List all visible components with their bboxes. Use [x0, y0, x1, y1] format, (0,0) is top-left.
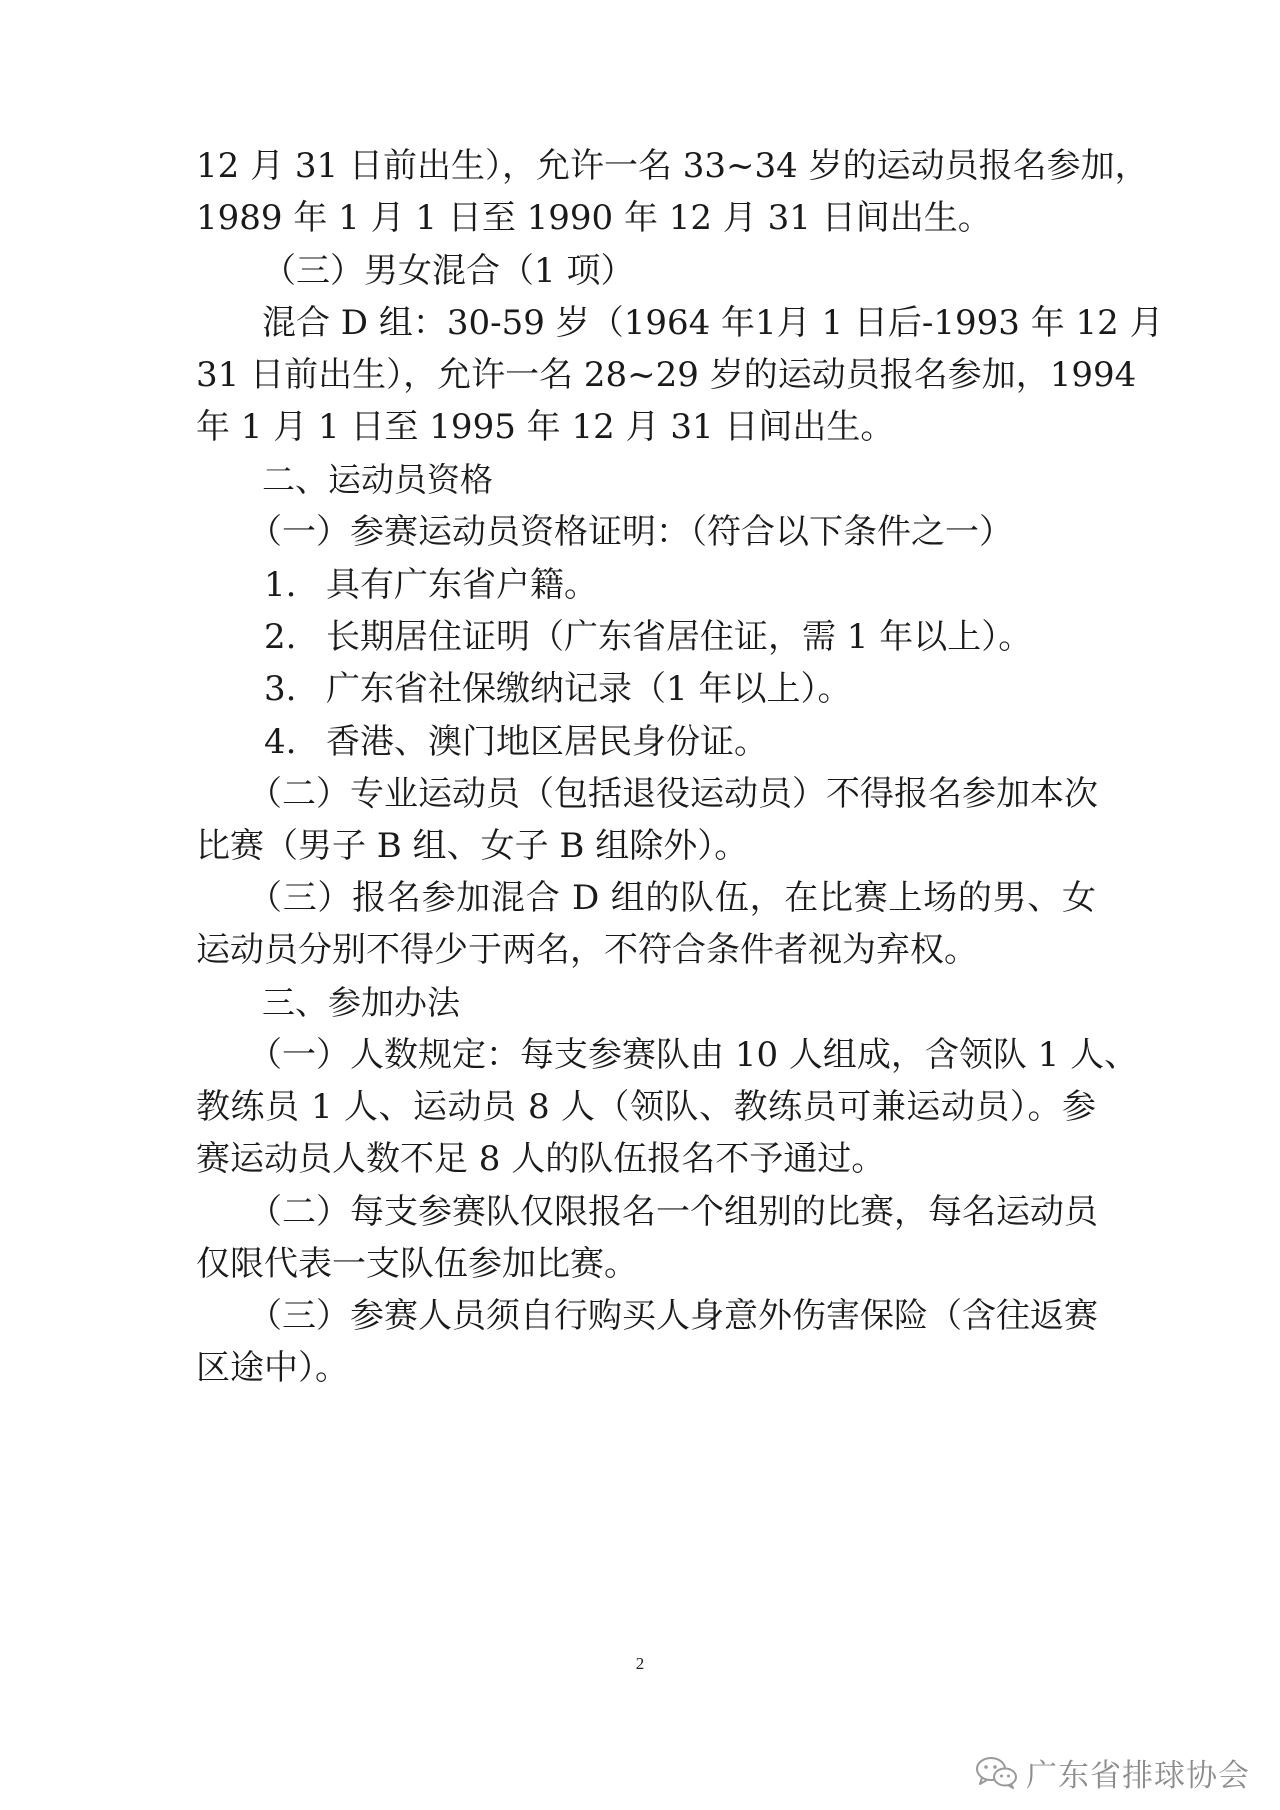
- list-item: [264, 669, 1164, 709]
- watermark: [974, 1747, 1250, 1797]
- watermark-text: 广东省排球协会: [1026, 1757, 1250, 1794]
- body-line: （二）专业运动员（包括退役运动员）不得报名参加本次: [248, 774, 1098, 814]
- body-line: （三）报名参加混合 D 组的队伍，在比赛上场的男、女: [248, 878, 1096, 918]
- list-item-number: 1.: [264, 565, 297, 605]
- body-line: 比赛（男子 B 组、女子 B 组除外）。: [196, 826, 749, 866]
- list-item-number: 2.: [264, 617, 297, 657]
- body-line: 1989 年 1 月 1 日至 1990 年 12 月 31 日间出生。: [196, 198, 992, 238]
- body-line: 12 月 31 日前出生），允许一名 33~34 岁的运动员报名参加，: [196, 146, 1149, 186]
- body-line: （三）参赛人员须自行购买人身意外伤害保险（含往返赛: [248, 1296, 1098, 1336]
- body-line: 赛运动员人数不足 8 人的队伍报名不予通过。: [196, 1139, 886, 1179]
- body-line: （一）人数规定：每支参赛队由 10 人组成，含领队 1 人、: [248, 1035, 1139, 1075]
- list-item: [264, 565, 1164, 605]
- list-item-text: 广东省社保缴纳记录（1 年以上）。: [326, 669, 852, 709]
- section-subheading: （三）男女混合（1 项）: [262, 251, 635, 291]
- body-line: （二）每支参赛队仅限报名一个组别的比赛，每名运动员: [248, 1192, 1098, 1232]
- body-line: 31 日前出生），允许一名 28~29 岁的运动员报名参加，1994: [196, 355, 1137, 395]
- body-line: 混合 D 组：30-59 岁（1964 年1月 1 日后-1993 年 12 月: [262, 303, 1164, 343]
- page-number: 2: [635, 1654, 645, 1673]
- list-item-text: 具有广东省户籍。: [326, 565, 598, 605]
- body-line: 年 1 月 1 日至 1995 年 12 月 31 日间出生。: [196, 407, 895, 447]
- body-line: （一）参赛运动员资格证明：（符合以下条件之一）: [248, 512, 1013, 552]
- wechat-icon: [974, 1755, 1018, 1789]
- body-line: 仅限代表一支队伍参加比赛。: [196, 1244, 638, 1284]
- section-heading: 二、运动员资格: [262, 460, 493, 499]
- body-line: 教练员 1 人、运动员 8 人（领队、教练员可兼运动员）。参: [196, 1087, 1096, 1127]
- body-line: 区途中）。: [196, 1348, 349, 1388]
- body-line: 运动员分别不得少于两名，不符合条件者视为弃权。: [196, 930, 978, 970]
- list-item-number: 3.: [264, 669, 297, 709]
- section-heading: 三、参加办法: [262, 983, 460, 1022]
- list-item: [264, 617, 1164, 657]
- list-item: [264, 722, 1164, 762]
- list-item-text: 长期居住证明（广东省居住证，需 1 年以上）。: [326, 617, 1033, 657]
- list-item-text: 香港、澳门地区居民身份证。: [326, 722, 768, 762]
- list-item-number: 4.: [264, 722, 297, 762]
